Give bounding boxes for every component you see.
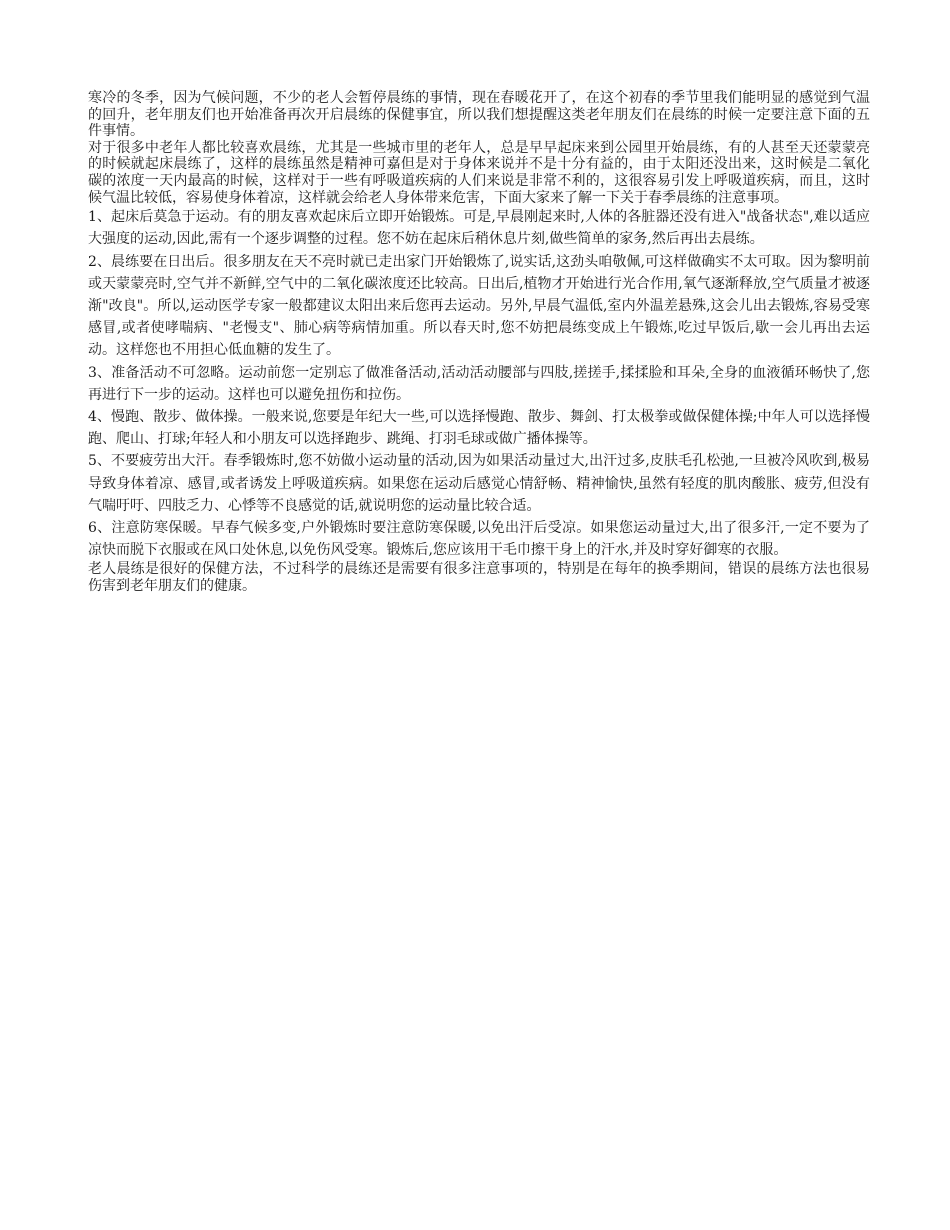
- tip-6-paragraph: 6、注意防寒保暖。早春气候多变,户外锻炼时要注意防寒保暖,以免出汗后受凉。如果您运动量过大,出了很多汗,一定不要为了凉快而脱下衣服或在风口处休息,以免伤风受寒。锻炼后,您应该用干毛巾擦干身上的汗水,并及时穿好御寒的衣服。: [88, 520, 870, 559]
- tip-4-paragraph: 4、慢跑、散步、做体操。一般来说,您要是年纪大一些,可以选择慢跑、散步、舞剑、打太极拳或做保健体操;中年人可以选择慢跑、爬山、打球;年轻人和小朋友可以选择跑步、跳绳、打羽毛球或做广播体操等。: [88, 408, 870, 448]
- document-body: [88, 90, 870, 595]
- tip-1-paragraph: 1、起床后莫急于运动。有的朋友喜欢起床后立即开始锻炼。可是,早晨刚起来时,人体的各脏器还没有进入"战备状态",难以适应大强度的运动,因此,需有一个逐步调整的过程。您不妨在起床后稍休息片刻,做些简单的家务,然后再出去晨练。: [88, 209, 870, 248]
- intro-paragraph: 寒冷的冬季，因为气候问题，不少的老人会暂停晨练的事情，现在春暖花开了，在这个初春的季节里我们能明显的感觉到气温的回升，老年朋友们也开始准备再次开启晨练的保健事宜，所以我们想提醒这类老年朋友们在晨练的时候一定要注意下面的五件事情。: [88, 90, 870, 140]
- tip-5-paragraph: 5、不要疲劳出大汗。春季锻炼时,您不妨做小运动量的活动,因为如果活动量过大,出汗过多,皮肤毛孔松弛,一旦被冷风吹到,极易导致身体着凉、感冒,或者诱发上呼吸道疾病。如果您在运动后感觉心情舒畅、精神愉快,虽然有轻度的肌肉酸胀、疲劳,但没有气喘吁吁、四肢乏力、心悸等不良感觉的话,就说明您的运动量比较合适。: [88, 453, 870, 514]
- tip-2-paragraph: 2、晨练要在日出后。很多朋友在天不亮时就已走出家门开始锻炼了,说实话,这劲头咱敬佩,可这样做确实不太可取。因为黎明前或天蒙蒙亮时,空气并不新鲜,空气中的二氧化碳浓度还比较高。日出后,植物才开始进行光合作用,氧气逐渐释放,空气质量才被逐渐"改良"。所以,运动医学专家一般都建议太阳出来后您再去运动。另外,早晨气温低,室内外温差悬殊,这会儿出去锻炼,容易受寒感冒,或者使哮喘病、"老慢支"、肺心病等病情加重。所以春天时,您不妨把晨练变成上午锻炼,吃过早饭后,歇一会儿再出去运动。这样您也不用担心低血糖的发生了。: [88, 253, 870, 359]
- background-paragraph: 对于很多中老年人都比较喜欢晨练，尤其是一些城市里的老年人，总是早早起床来到公园里开始晨练，有的人甚至天还蒙蒙亮的时候就起床晨练了，这样的晨练虽然是精神可嘉但是对于身体来说并不是十分有益的，由于太阳还没出来，这时候是二氧化碳的浓度一天内最高的时候，这样对于一些有呼吸道疾病的人们来说是非常不利的，这很容易引发上呼吸道疾病，而且，这时候气温比较低，容易使身体着凉，这样就会给老人身体带来危害，下面大家来了解一下关于春季晨练的注意事项。: [88, 139, 870, 206]
- tip-3-paragraph: 3、准备活动不可忽略。运动前您一定别忘了做准备活动,活动活动腰部与四肢,搓搓手,揉揉脸和耳朵,全身的血液循环畅快了,您再进行下一步的运动。这样也可以避免扭伤和拉伤。: [88, 364, 870, 403]
- conclusion-paragraph: 老人晨练是很好的保健方法，不过科学的晨练还是需要有很多注意事项的，特别是在每年的换季期间，错误的晨练方法也很易伤害到老年朋友们的健康。: [88, 561, 870, 594]
